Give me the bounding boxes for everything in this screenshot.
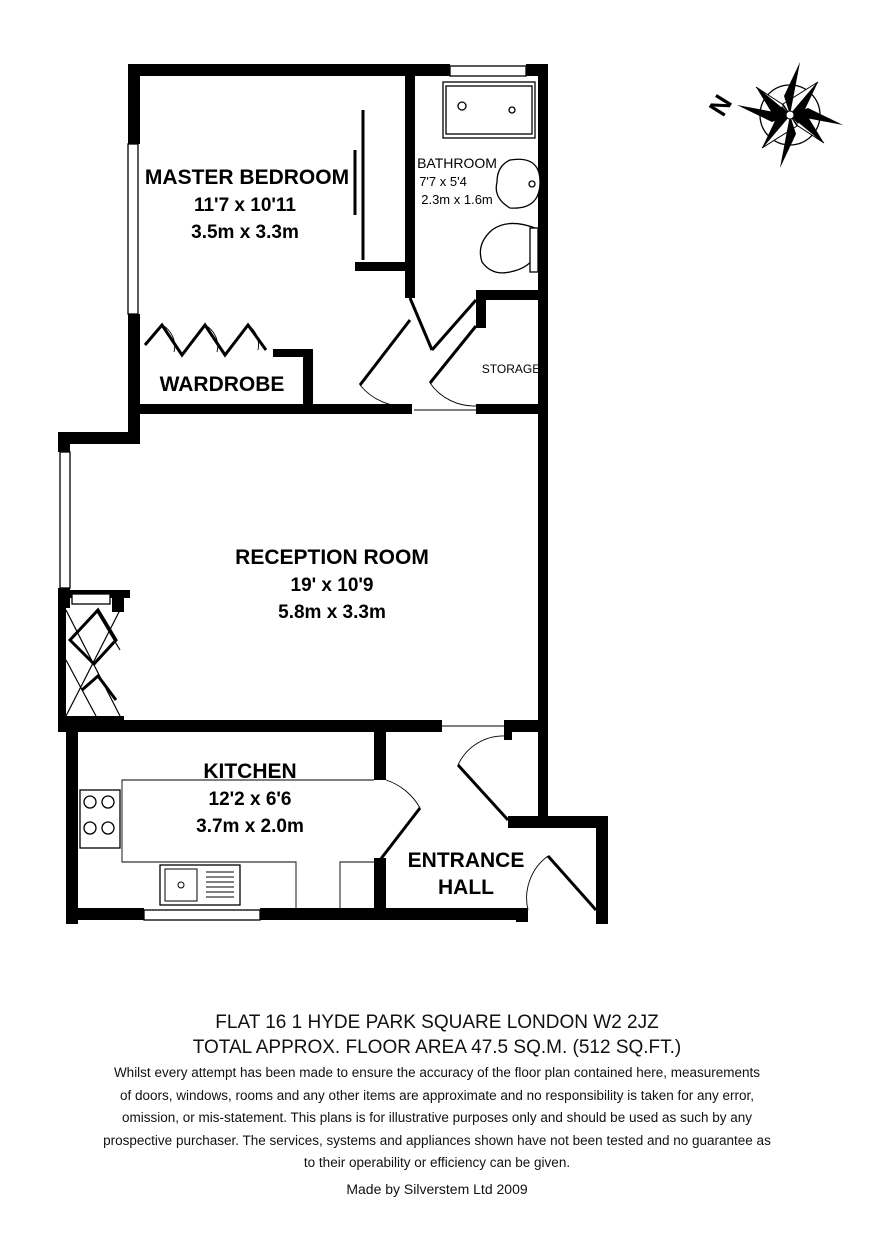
storage-label: STORAGE bbox=[481, 362, 541, 376]
entrance-hall-line2: HALL bbox=[438, 876, 494, 899]
master-bedroom-metric: 3.5m x 3.3m bbox=[191, 222, 299, 243]
wash-basin bbox=[496, 159, 540, 208]
compass-rose-icon bbox=[737, 62, 843, 168]
master-bedroom-title: MASTER BEDROOM bbox=[144, 166, 350, 189]
hob bbox=[80, 790, 120, 848]
disclaimer bbox=[0, 1062, 874, 1175]
property-address: FLAT 16 1 HYDE PARK SQUARE LONDON W2 2JZ bbox=[215, 1012, 659, 1033]
total-floor-area: TOTAL APPROX. FLOOR AREA 47.5 SQ.M. (512 SQ.FT.) bbox=[192, 1037, 682, 1058]
entrance-hall-line1: ENTRANCE bbox=[407, 849, 525, 872]
kitchen-imperial: 12'2 x 6'6 bbox=[208, 789, 292, 810]
compass-north-label: N bbox=[702, 89, 739, 122]
bathroom-metric: 2.3m x 1.6m bbox=[421, 192, 493, 207]
toilet bbox=[480, 223, 536, 272]
disclaimer-line: to their operability or efficiency can be given. bbox=[303, 1155, 571, 1170]
disclaimer-line: of doors, windows, rooms and any other items are approximate and no responsibility is taken for any error, bbox=[119, 1087, 755, 1103]
disclaimer-line: Whilst every attempt has been made to ensure the accuracy of the floor plan contained here, measurements bbox=[113, 1065, 761, 1080]
bay-hatch bbox=[66, 610, 120, 716]
reception-room-title: RECEPTION ROOM bbox=[235, 546, 429, 569]
made-by-credit: Made by Silverstem Ltd 2009 bbox=[346, 1181, 528, 1197]
wardrobe-label: WARDROBE bbox=[159, 373, 285, 396]
sink bbox=[160, 865, 240, 905]
shower-tray bbox=[443, 82, 535, 138]
disclaimer-line: prospective purchaser. The services, systems and appliances shown have not been tested and no guarantee as bbox=[103, 1132, 771, 1148]
reception-room-metric: 5.8m x 3.3m bbox=[278, 602, 386, 623]
kitchen-metric: 3.7m x 2.0m bbox=[196, 816, 304, 837]
bathroom-title: BATHROOM bbox=[417, 155, 497, 171]
disclaimer-line: omission, or mis-statement. This plans is for illustrative purposes only and should be used as such by any bbox=[121, 1110, 753, 1125]
reception-room-imperial: 19' x 10'9 bbox=[290, 575, 374, 596]
kitchen-title: KITCHEN bbox=[203, 760, 297, 783]
master-bedroom-imperial: 11'7 x 10'11 bbox=[193, 195, 297, 216]
bathroom-imperial: 7'7 x 5'4 bbox=[419, 174, 467, 189]
